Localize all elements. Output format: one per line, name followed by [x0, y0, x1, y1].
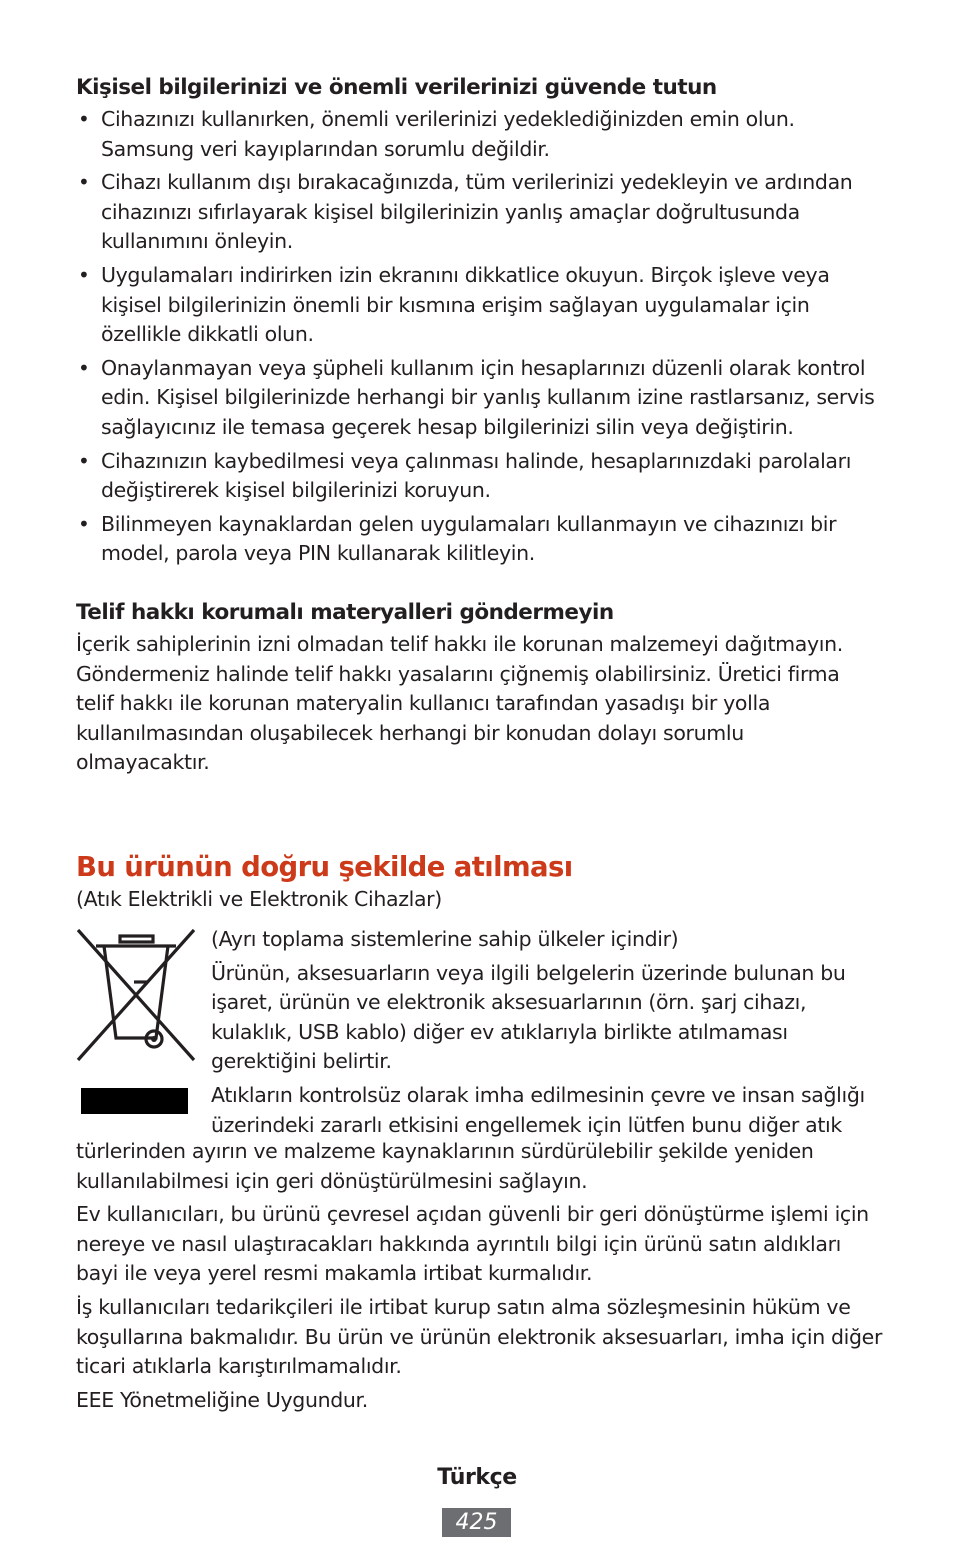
footer-language: Türkçe: [437, 1465, 517, 1490]
disposal-para-2a: Atıkların kontrolsüz olarak imha edilmesinin çevre ve insan sağlığı üzerindeki zararlı etkisini engellemek için lütfen bunu diğer atık: [211, 1082, 865, 1137]
privacy-bullet-list: [76, 105, 884, 569]
copyright-body: İçerik sahiplerinin izni olmadan telif hakkı ile korunan malzemeyi dağıtmayın. Göndermeniz halinde telif hakkı yasalarını çiğnemiş olabilirsiniz. Üretici firma telif hakkı ile korunan materyalin kullanıcı tarafından yasadışı bir yolla kullanılmasından oluşabilecek herhangi bir konudan dolayı sorumlu olmayacaktır.: [76, 632, 843, 775]
disposal-para-3: Ev kullanıcıları, bu ürünü çevresel açıdan güvenli bir geri dönüştürme işlemi için nereye ve nasıl ulaştıracakları hakkında ayrıntılı bilgi için ürünü satın aldıkları bayi ile veya yerel resmi makamla irtibat kurmalıdır.: [76, 1202, 869, 1286]
disposal-header: [76, 849, 884, 915]
disposal-body: [76, 1137, 886, 1419]
disposal-subtitle: (Atık Elektrikli ve Elektronik Cihazlar): [76, 887, 442, 911]
privacy-bullet-5: • Cihazınızın kaybedilmesi veya çalınması halinde, hesaplarınızdaki parolaları değiştirerek kişisel bilgilerinizi koruyun.: [76, 447, 884, 506]
privacy-bullet-4: • Onaylanmayan veya şüpheli kullanım için hesaplarınızı düzenli olarak kontrol edin. Kişisel bilgilerinizde herhangi bir yanlış kullanım izine rastlarsanız, servis sağlayıcınız ile temasa geçerek hesap bilgilerinizi silin veya değiştirin.: [76, 354, 884, 443]
privacy-bullet-1: • Cihazınızı kullanırken, önemli verilerinizi yedeklediğinizden emin olun. Samsung veri kayıplarından sorumlu değildir.: [76, 105, 884, 164]
privacy-bullet-2: • Cihazı kullanım dışı bırakacağınızda, tüm verilerinizi yedekleyin ve ardından cihazınızı sıfırlayarak kişisel bilgilerinizin yanlış amaçlar doğrultusunda kullanımını önleyin.: [76, 168, 884, 257]
crossed-out-wheelie-bin-icon: [76, 926, 196, 1062]
disposal-title: Bu ürünün doğru şekilde atılması: [76, 851, 573, 883]
weee-black-bar: [81, 1088, 188, 1114]
privacy-bullet-6: • Bilinmeyen kaynaklardan gelen uygulamaları kullanmayın ve cihazınızı bir model, parola veya PIN kullanarak kilitleyin.: [76, 510, 884, 569]
disposal-applies: (Ayrı toplama sistemlerine sahip ülkeler içindir): [211, 927, 679, 951]
privacy-heading: Kişisel bilgilerinizi ve önemli verilerinizi güvende tutun: [76, 75, 717, 100]
disposal-wrapped-text: [211, 925, 884, 1140]
disposal-para-5: EEE Yönetmeliğine Uygundur.: [76, 1387, 368, 1412]
disposal-para-1: Ürünün, aksesuarların veya ilgili belgelerin üzerinde bulunan bu işaret, ürünün ve elektronik aksesuarlarının (örn. şarj cihazı, kulaklık, USB kablo) diğer ev atıklarıyla birlikte atılmaması gerektiğini belirtir.: [211, 960, 846, 1074]
disposal-para-4: İş kullanıcıları tedarikçileri ile irtibat kurup satın alma sözleşmesinin hüküm ve koşullarına bakmalıdır. Bu ürün ve ürünün elektronik aksesuarları, imha için diğer ticari atıklarla karıştırılmamalıdır.: [76, 1294, 883, 1379]
disposal-para-2b: türlerinden ayırın ve malzeme kaynaklarının sürdürülebilir şekilde yeniden kullanılabilmesi için geri dönüştürülmesini sağlayın.: [76, 1139, 814, 1193]
privacy-section: [76, 73, 884, 573]
copyright-section: [76, 598, 866, 782]
page-number-badge: 425: [442, 1508, 511, 1537]
copyright-heading: Telif hakkı korumalı materyalleri göndermeyin: [76, 600, 614, 625]
privacy-bullet-3: • Uygulamaları indirirken izin ekranını dikkatlice okuyun. Birçok işleve veya kişisel bilgilerinizin önemli bir kısmına erişim sağlayan uygulamalar için özellikle dikkatli olun.: [76, 261, 884, 350]
